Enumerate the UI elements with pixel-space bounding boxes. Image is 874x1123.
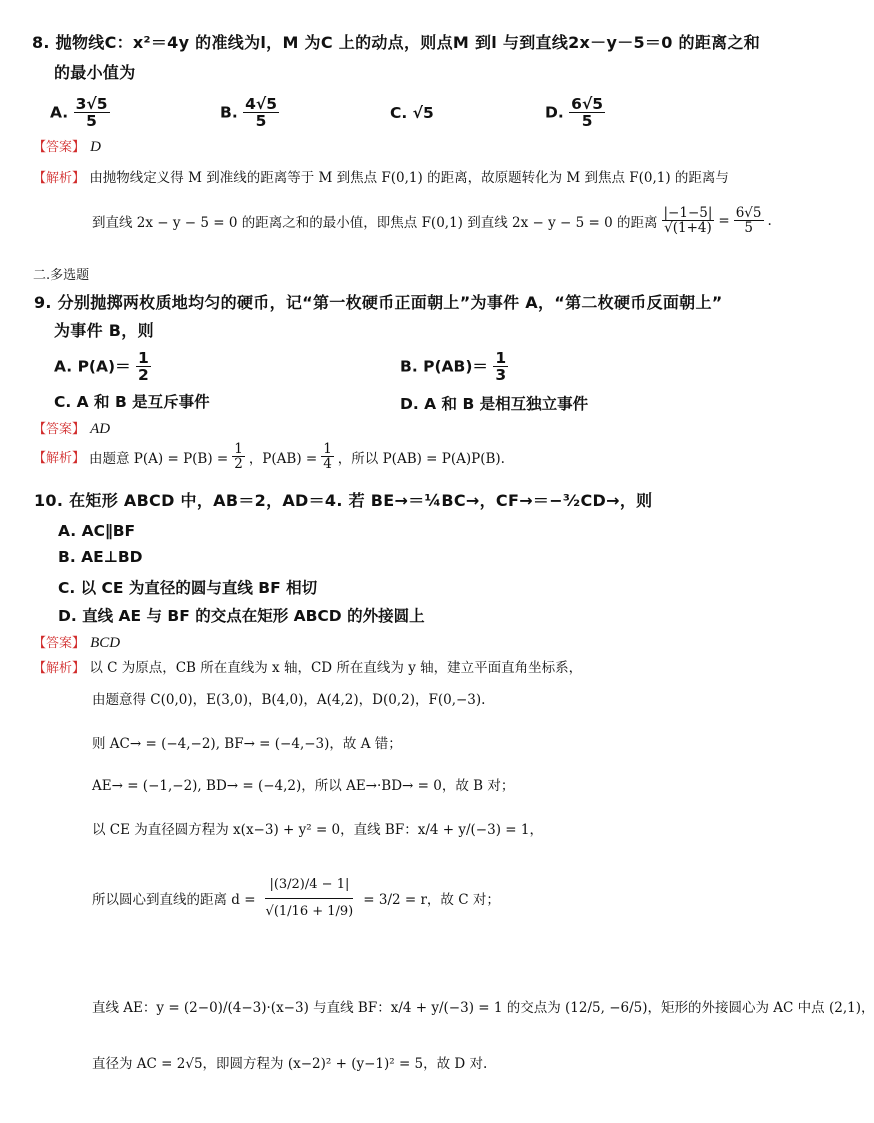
q9-option-d: D. A 和 B 是相互独立事件 xyxy=(400,395,589,413)
q10-analysis-line1 xyxy=(33,656,582,676)
q10-analysis-line8: 直径为 AC = 2√5，即圆方程为 (x−2)² + (y−1)² = 5，故 D 对. xyxy=(92,1056,488,1072)
q8-stem-line1: 8. 抛物线C：x²＝4y 的准线为l，M 为C 上的动点，则点M 到l 与到直线2x－y－5＝0 的距离之和 xyxy=(32,33,761,52)
q9-option-a xyxy=(54,350,151,384)
q8-answer xyxy=(33,136,101,156)
q10-analysis-line2: 由题意得 C(0,0)，E(3,0)，B(4,0)，A(4,2)，D(0,2)，F(0,−3). xyxy=(92,692,486,708)
q10-option-b: B. AE⊥BD xyxy=(58,548,143,566)
q8-analysis-frac1-den: √(1+4) xyxy=(664,220,712,237)
q10-analysis-line6-pre: 所以圆心到直线的距离 d = xyxy=(92,892,256,909)
q9-option-b-num: 1 xyxy=(495,349,507,367)
q10-option-c: C. 以 CE 为直径的圆与直线 BF 相切 xyxy=(58,579,318,597)
q8-analysis-end: . xyxy=(767,212,772,229)
q8-option-a-den: 5 xyxy=(86,112,97,131)
q9-option-b-den: 3 xyxy=(495,366,507,385)
q9-stem-line1: 9. 分别抛掷两枚质地均匀的硬币，记“第一枚硬币正面朝上”为事件 A，“第二枚硬币反面朝上” xyxy=(34,293,723,312)
q9-analysis-mid: ，P(AB) = xyxy=(248,450,318,467)
q8-analysis-line1 xyxy=(33,166,729,186)
q10-analysis-line6-post: = 3/2 = r，故 C 对； xyxy=(363,892,500,909)
q8-analysis-text2: 到直线 2x − y − 5 = 0 的距离之和的最小值，即焦点 F(0,1) 到直线 2x − y − 5 = 0 的距离 xyxy=(92,214,658,231)
q10-option-d: D. 直线 AE 与 BF 的交点在矩形 ABCD 的外接圆上 xyxy=(58,607,425,625)
q9-analysis-pre: 由题意 P(A) = P(B) = xyxy=(89,450,229,467)
q10-analysis-line6 xyxy=(92,872,500,924)
q8-option-d-num: 6√5 xyxy=(571,95,604,113)
q10-analysis-line3: 则 AC→ = (−4,−2), BF→ = (−4,−3)，故 A 错； xyxy=(92,736,402,752)
q9-analysis-f1-num: 1 xyxy=(234,441,243,457)
section-title: 二.多选题 xyxy=(33,268,90,283)
q9-option-c: C. A 和 B 是互斥事件 xyxy=(54,393,210,411)
q8-analysis-frac1-num: |−1−5| xyxy=(663,205,713,221)
q8-option-b xyxy=(220,96,279,130)
q9-option-b xyxy=(400,350,508,384)
q8-stem-line2: 的最小值为 xyxy=(54,63,136,82)
q9-option-a-pre: A. P(A)＝ xyxy=(54,357,131,376)
q8-analysis-frac2-num: 6√5 xyxy=(735,205,762,221)
q8-option-b-num: 4√5 xyxy=(245,95,278,113)
q8-option-c-value: √5 xyxy=(412,104,434,122)
q10-answer xyxy=(33,632,120,652)
q9-analysis-f1-den: 2 xyxy=(234,456,243,473)
q9-option-a-num: 1 xyxy=(138,349,149,367)
q8-analysis-text1: 由抛物线定义得 M 到准线的距离等于 M 到焦点 F(0,1) 的距离，故原题转化为 M 到焦点 F(0,1) 的距离与 xyxy=(89,170,729,186)
q8-option-d xyxy=(545,96,605,130)
q9-option-a-den: 2 xyxy=(138,366,149,385)
q9-stem-line2: 为事件 B，则 xyxy=(54,321,154,340)
q9-analysis-post: ，所以 P(AB) = P(A)P(B). xyxy=(337,450,505,467)
q8-option-d-den: 5 xyxy=(581,112,593,131)
q8-option-a xyxy=(50,96,110,130)
q10-stem: 10. 在矩形 ABCD 中，AB＝2，AD＝4. 若 BE→＝¼BC→，CF→＝−³⁄₂CD→，则 xyxy=(34,491,653,510)
q9-answer xyxy=(33,418,110,438)
q10-answer-value: BCD xyxy=(90,635,121,651)
q10-analysis-text1: 以 C 为原点，CB 所在直线为 x 轴，CD 所在直线为 y 轴，建立平面直角坐标系， xyxy=(89,660,583,676)
q9-answer-value: AD xyxy=(90,421,111,437)
q8-analysis-eq: = xyxy=(718,212,730,229)
q8-option-c xyxy=(390,104,434,122)
q9-analysis-tag: 【解析】 xyxy=(33,451,86,467)
q8-option-b-den: 5 xyxy=(255,112,267,131)
q10-analysis-line5: 以 CE 为直径圆方程为 x(x−3) + y² = 0，直线 BF：x/4 + y/(−3) = 1， xyxy=(92,822,543,838)
q10-analysis-line6-den: √(1/16 + 1/9) xyxy=(265,903,354,919)
q9-analysis-f2-num: 1 xyxy=(323,441,332,457)
q8-option-b-letter: B. xyxy=(220,103,238,122)
q10-analysis-line6-num: |(3/2)/4 − 1| xyxy=(265,872,353,899)
q9-option-b-pre: B. P(AB)＝ xyxy=(400,357,488,376)
q8-option-c-letter: C. xyxy=(390,104,408,122)
q8-option-d-letter: D. xyxy=(545,103,564,122)
q10-analysis-line4: AE→ = (−1,−2), BD→ = (−4,2)，所以 AE→·BD→ = 0，故 B 对； xyxy=(92,778,515,794)
q8-analysis-tag: 【解析】 xyxy=(33,171,86,186)
q9-analysis-f2-den: 4 xyxy=(323,456,332,473)
q8-option-a-letter: A. xyxy=(50,103,69,122)
q8-option-a-num: 3√5 xyxy=(75,95,108,113)
q10-analysis-tag: 【解析】 xyxy=(33,661,86,676)
q9-answer-tag: 【答案】 xyxy=(33,422,86,437)
q10-analysis-line7: 直线 AE：y = (2−0)/(4−3)·(x−3) 与直线 BF：x/4 + y/(−3) = 1 的交点为 (12/5, −6/5)，矩形的外接圆心为 AC 中点 (2,1)， xyxy=(92,1000,874,1016)
q8-answer-value: D xyxy=(90,139,101,155)
q9-analysis xyxy=(33,442,505,471)
q8-analysis-frac2-den: 5 xyxy=(744,220,753,237)
q8-answer-tag: 【答案】 xyxy=(33,140,86,155)
q10-answer-tag: 【答案】 xyxy=(33,636,86,651)
q8-analysis-line2 xyxy=(92,206,772,235)
q10-option-a: A. AC∥BF xyxy=(58,522,136,540)
